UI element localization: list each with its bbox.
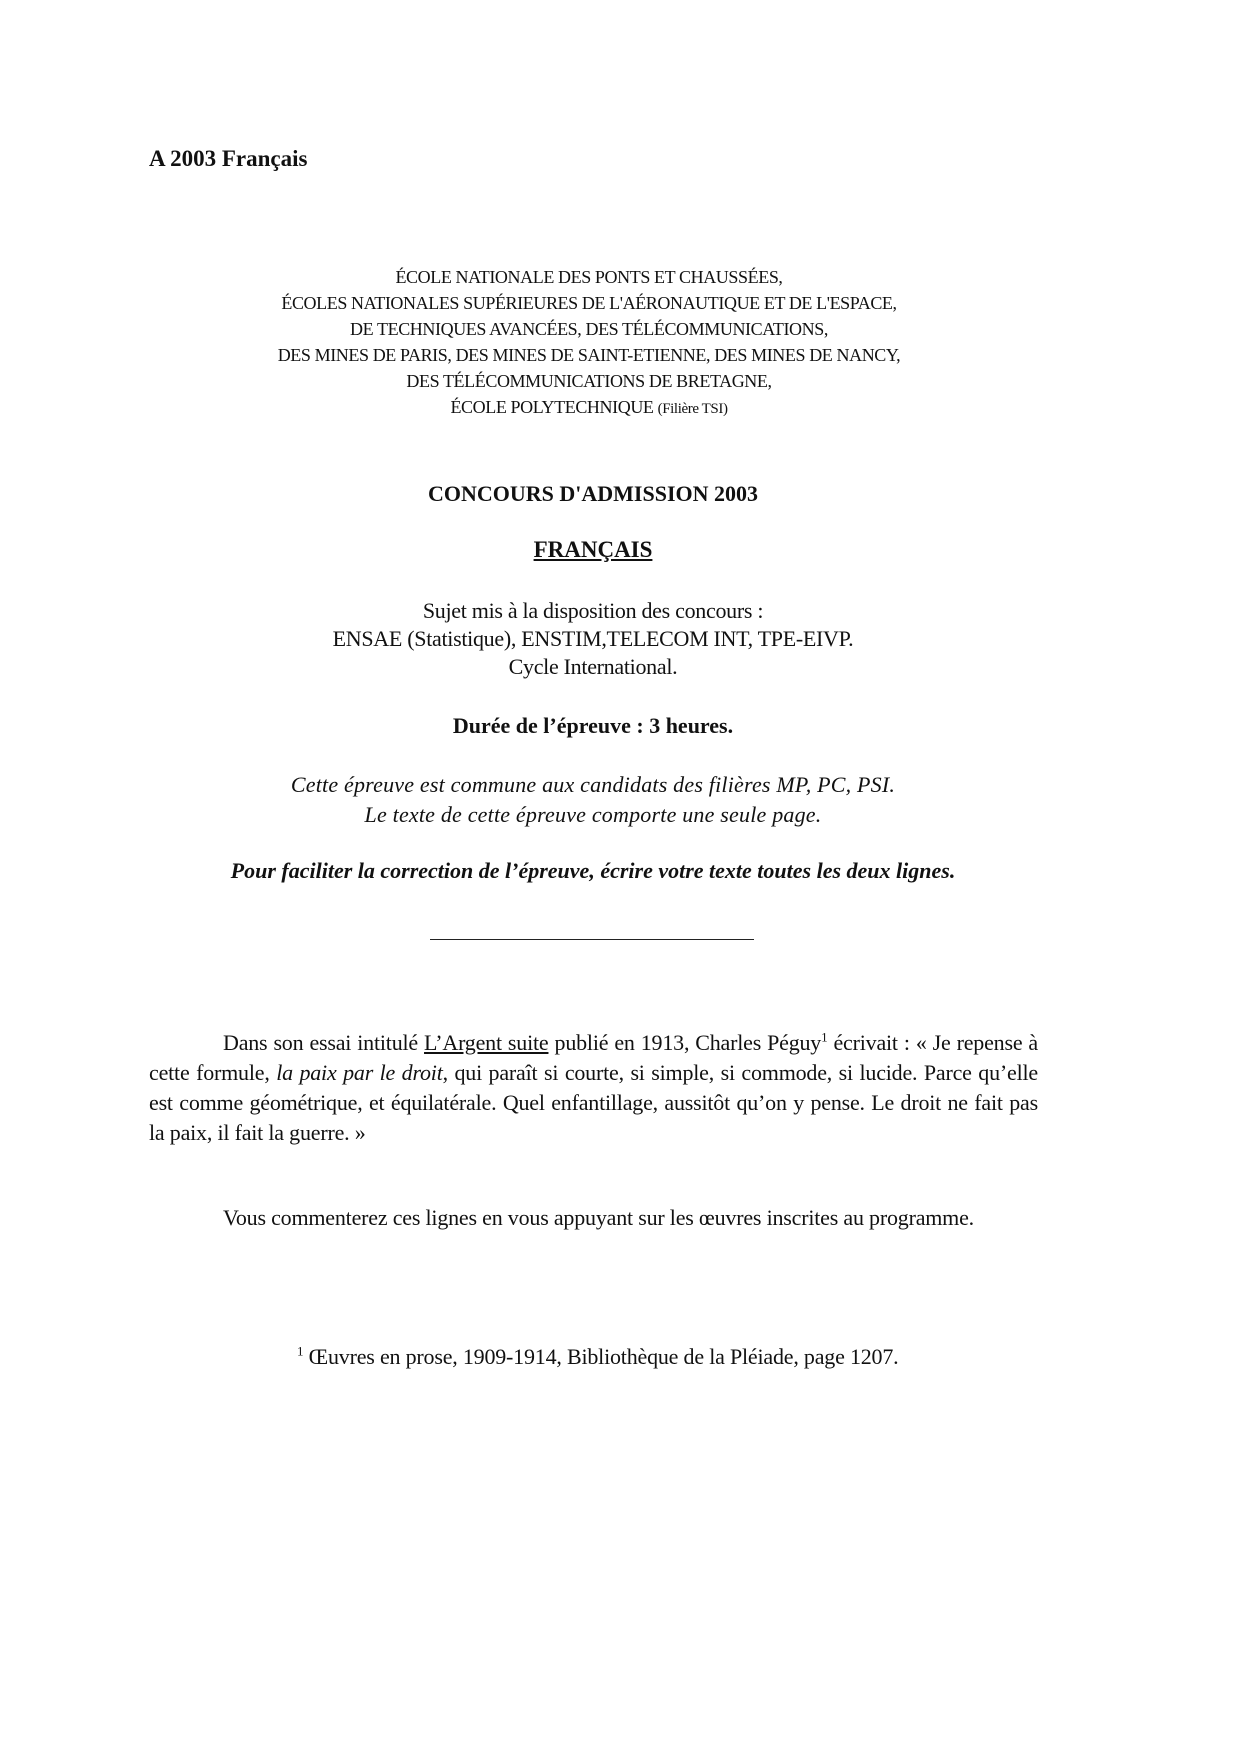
exam-duration: Durée de l’épreuve : 3 heures. (452, 713, 734, 738)
school-last-note: (Filière TSI) (657, 401, 728, 417)
dispo-line: Sujet mis à la disposition des concours : (422, 598, 764, 623)
instruction-paragraph: Vous commenterez ces lignes en vous appuyant sur les œuvres inscrites au programme. (223, 1205, 974, 1230)
footnote-mark: 1 (297, 1343, 304, 1359)
quote-start: écrivait : « Je repense à cette formule, (149, 1030, 1038, 1085)
school-line: ÉCOLES NATIONALES SUPÉRIEURES DE L'AÉRONAUTIQUE ET DE L'ESPACE, (281, 293, 897, 313)
school-line (0, 394, 1178, 422)
common-note-line: Cette épreuve est commune aux candidats des filières MP, PC, PSI. (290, 772, 896, 797)
footnote (297, 1344, 898, 1370)
dispo-line: ENSAE (Statistique), ENSTIM,TELECOM INT, TPE-EIVP. (332, 626, 854, 651)
prompt-paragraph (149, 1028, 1038, 1148)
school-line: ÉCOLE NATIONALE DES PONTS ET CHAUSSÉES, (395, 267, 783, 287)
school-line: DES TÉLÉCOMMUNICATIONS DE BRETAGNE, (406, 371, 772, 391)
exam-header-tag: A 2003 Français (149, 146, 308, 171)
school-line: DE TECHNIQUES AVANCÉES, DES TÉLÉCOMMUNICATIONS, (350, 319, 828, 339)
footnote-text: Œuvres en prose, 1909-1914, Bibliothèque de la Pléiade, page 1207. (308, 1344, 899, 1369)
work-title: L’Argent suite (424, 1030, 549, 1055)
dispo-block (0, 597, 1186, 681)
footnote-ref: 1 (821, 1029, 828, 1045)
school-line: DES MINES DE PARIS, DES MINES DE SAINT-ETIENNE, DES MINES DE NANCY, (277, 345, 901, 365)
schools-list (0, 264, 1178, 422)
concours-title: CONCOURS D'ADMISSION 2003 (427, 481, 759, 506)
quote-italic: la paix par le droit (276, 1060, 443, 1085)
dispo-line: Cycle International. (508, 654, 678, 679)
writing-instruction: Pour faciliter la correction de l’épreuve, écrire votre texte toutes les deux lignes. (230, 858, 956, 883)
quote-end: , qui paraît si courte, si simple, si commode, si lucide. Parce qu’elle est comme géométrique, et équilatérale. Quel enfantillage, aussitôt qu’on y pense. Le droit ne fait pas la paix, il fait la guerre. » (149, 1060, 1038, 1145)
subject-title: FRANÇAIS (533, 537, 653, 562)
common-note (0, 770, 1186, 830)
para-middle: publié en 1913, Charles Péguy (554, 1030, 822, 1055)
para-lead: Dans son essai intitulé (223, 1030, 418, 1055)
separator-rule (430, 939, 754, 940)
school-last: ÉCOLE POLYTECHNIQUE (450, 397, 654, 417)
common-note-line: Le texte de cette épreuve comporte une seule page. (364, 802, 822, 827)
